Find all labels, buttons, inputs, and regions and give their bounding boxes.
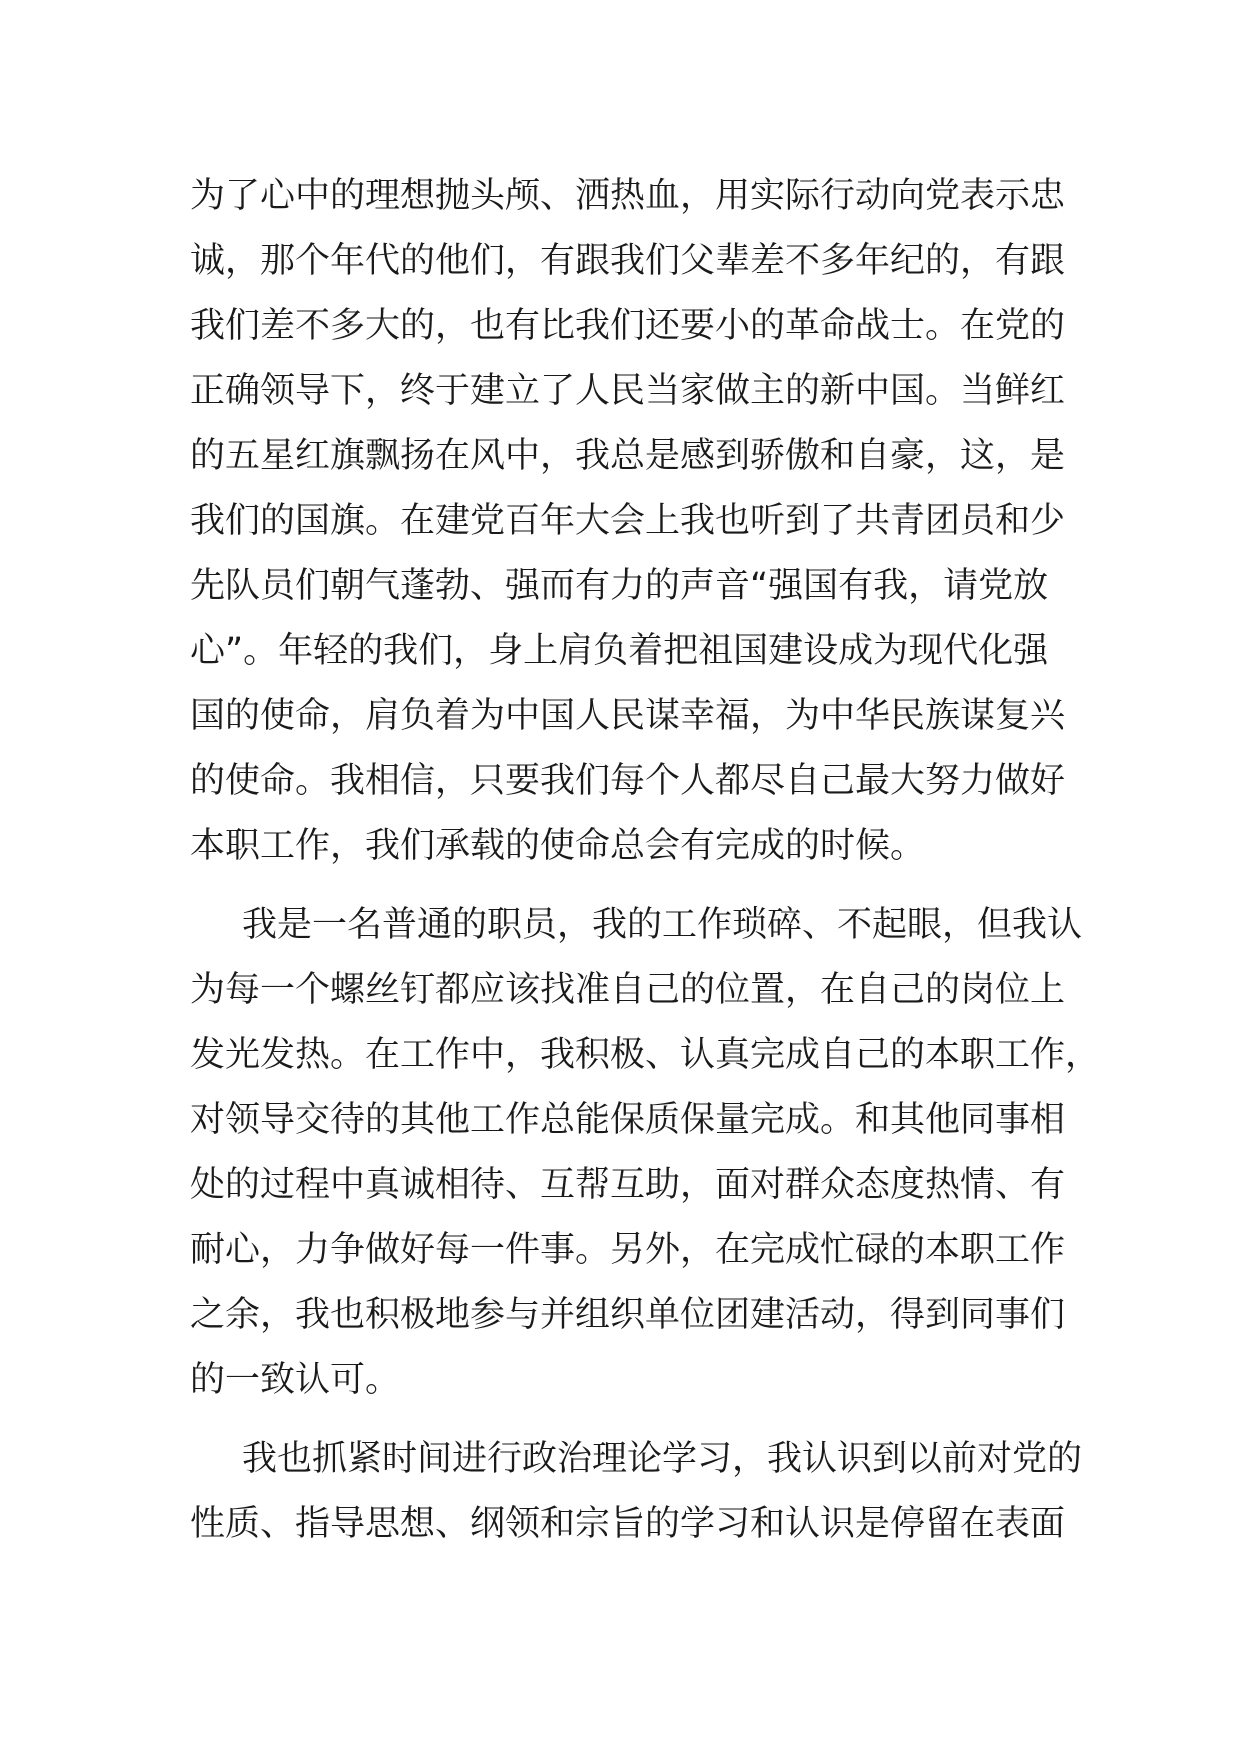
paragraph-2	[190, 893, 1101, 1413]
text-line: 先队员们朝气蓬勃、强而有力的声音“强国有我，请党放	[190, 566, 1049, 606]
text-line: 我是一名普通的职员，我的工作琐碎、不起眼，但我认	[242, 905, 1083, 945]
text-line: 发光发热。在工作中，我积极、认真完成自己的本职工作，	[190, 1035, 1101, 1075]
paragraph-3	[190, 1427, 1083, 1557]
text-line: 之余，我也积极地参与并组织单位团建活动，得到同事们	[190, 1295, 1066, 1335]
text-line: 耐心，力争做好每一件事。另外，在完成忙碌的本职工作	[190, 1230, 1066, 1270]
text-line: 的一致认可。	[190, 1360, 401, 1400]
text-line: 我们的国旗。在建党百年大会上我也听到了共青团员和少	[190, 501, 1066, 541]
text-line: 的使命。我相信，只要我们每个人都尽自己最大努力做好	[190, 761, 1066, 801]
text-line: 为了心中的理想抛头颅、洒热血，用实际行动向党表示忠	[190, 176, 1066, 216]
text-line: 心”。年轻的我们，身上肩负着把祖国建设成为现代化强	[190, 631, 1049, 671]
text-line: 对领导交待的其他工作总能保质保量完成。和其他同事相	[190, 1100, 1066, 1140]
text-line: 正确领导下，终于建立了人民当家做主的新中国。当鲜红	[190, 371, 1066, 411]
body-text	[190, 164, 1101, 1557]
text-line: 诚，那个年代的他们，有跟我们父辈差不多年纪的，有跟	[190, 241, 1066, 281]
text-line: 本职工作，我们承载的使命总会有完成的时候。	[190, 826, 926, 866]
text-line: 国的使命，肩负着为中国人民谋幸福，为中华民族谋复兴	[190, 696, 1066, 736]
paragraph-1	[190, 164, 1066, 879]
text-line: 处的过程中真诚相待、互帮互助，面对群众态度热情、有	[190, 1165, 1066, 1205]
text-line: 我也抓紧时间进行政治理论学习，我认识到以前对党的	[242, 1439, 1083, 1479]
text-line: 的五星红旗飘扬在风中，我总是感到骄傲和自豪，这，是	[190, 436, 1066, 476]
text-line: 为每一个螺丝钉都应该找准自己的位置，在自己的岗位上	[190, 970, 1066, 1010]
text-line: 我们差不多大的，也有比我们还要小的革命战士。在党的	[190, 306, 1066, 346]
text-line: 性质、指导思想、纲领和宗旨的学习和认识是停留在表面	[190, 1504, 1066, 1544]
